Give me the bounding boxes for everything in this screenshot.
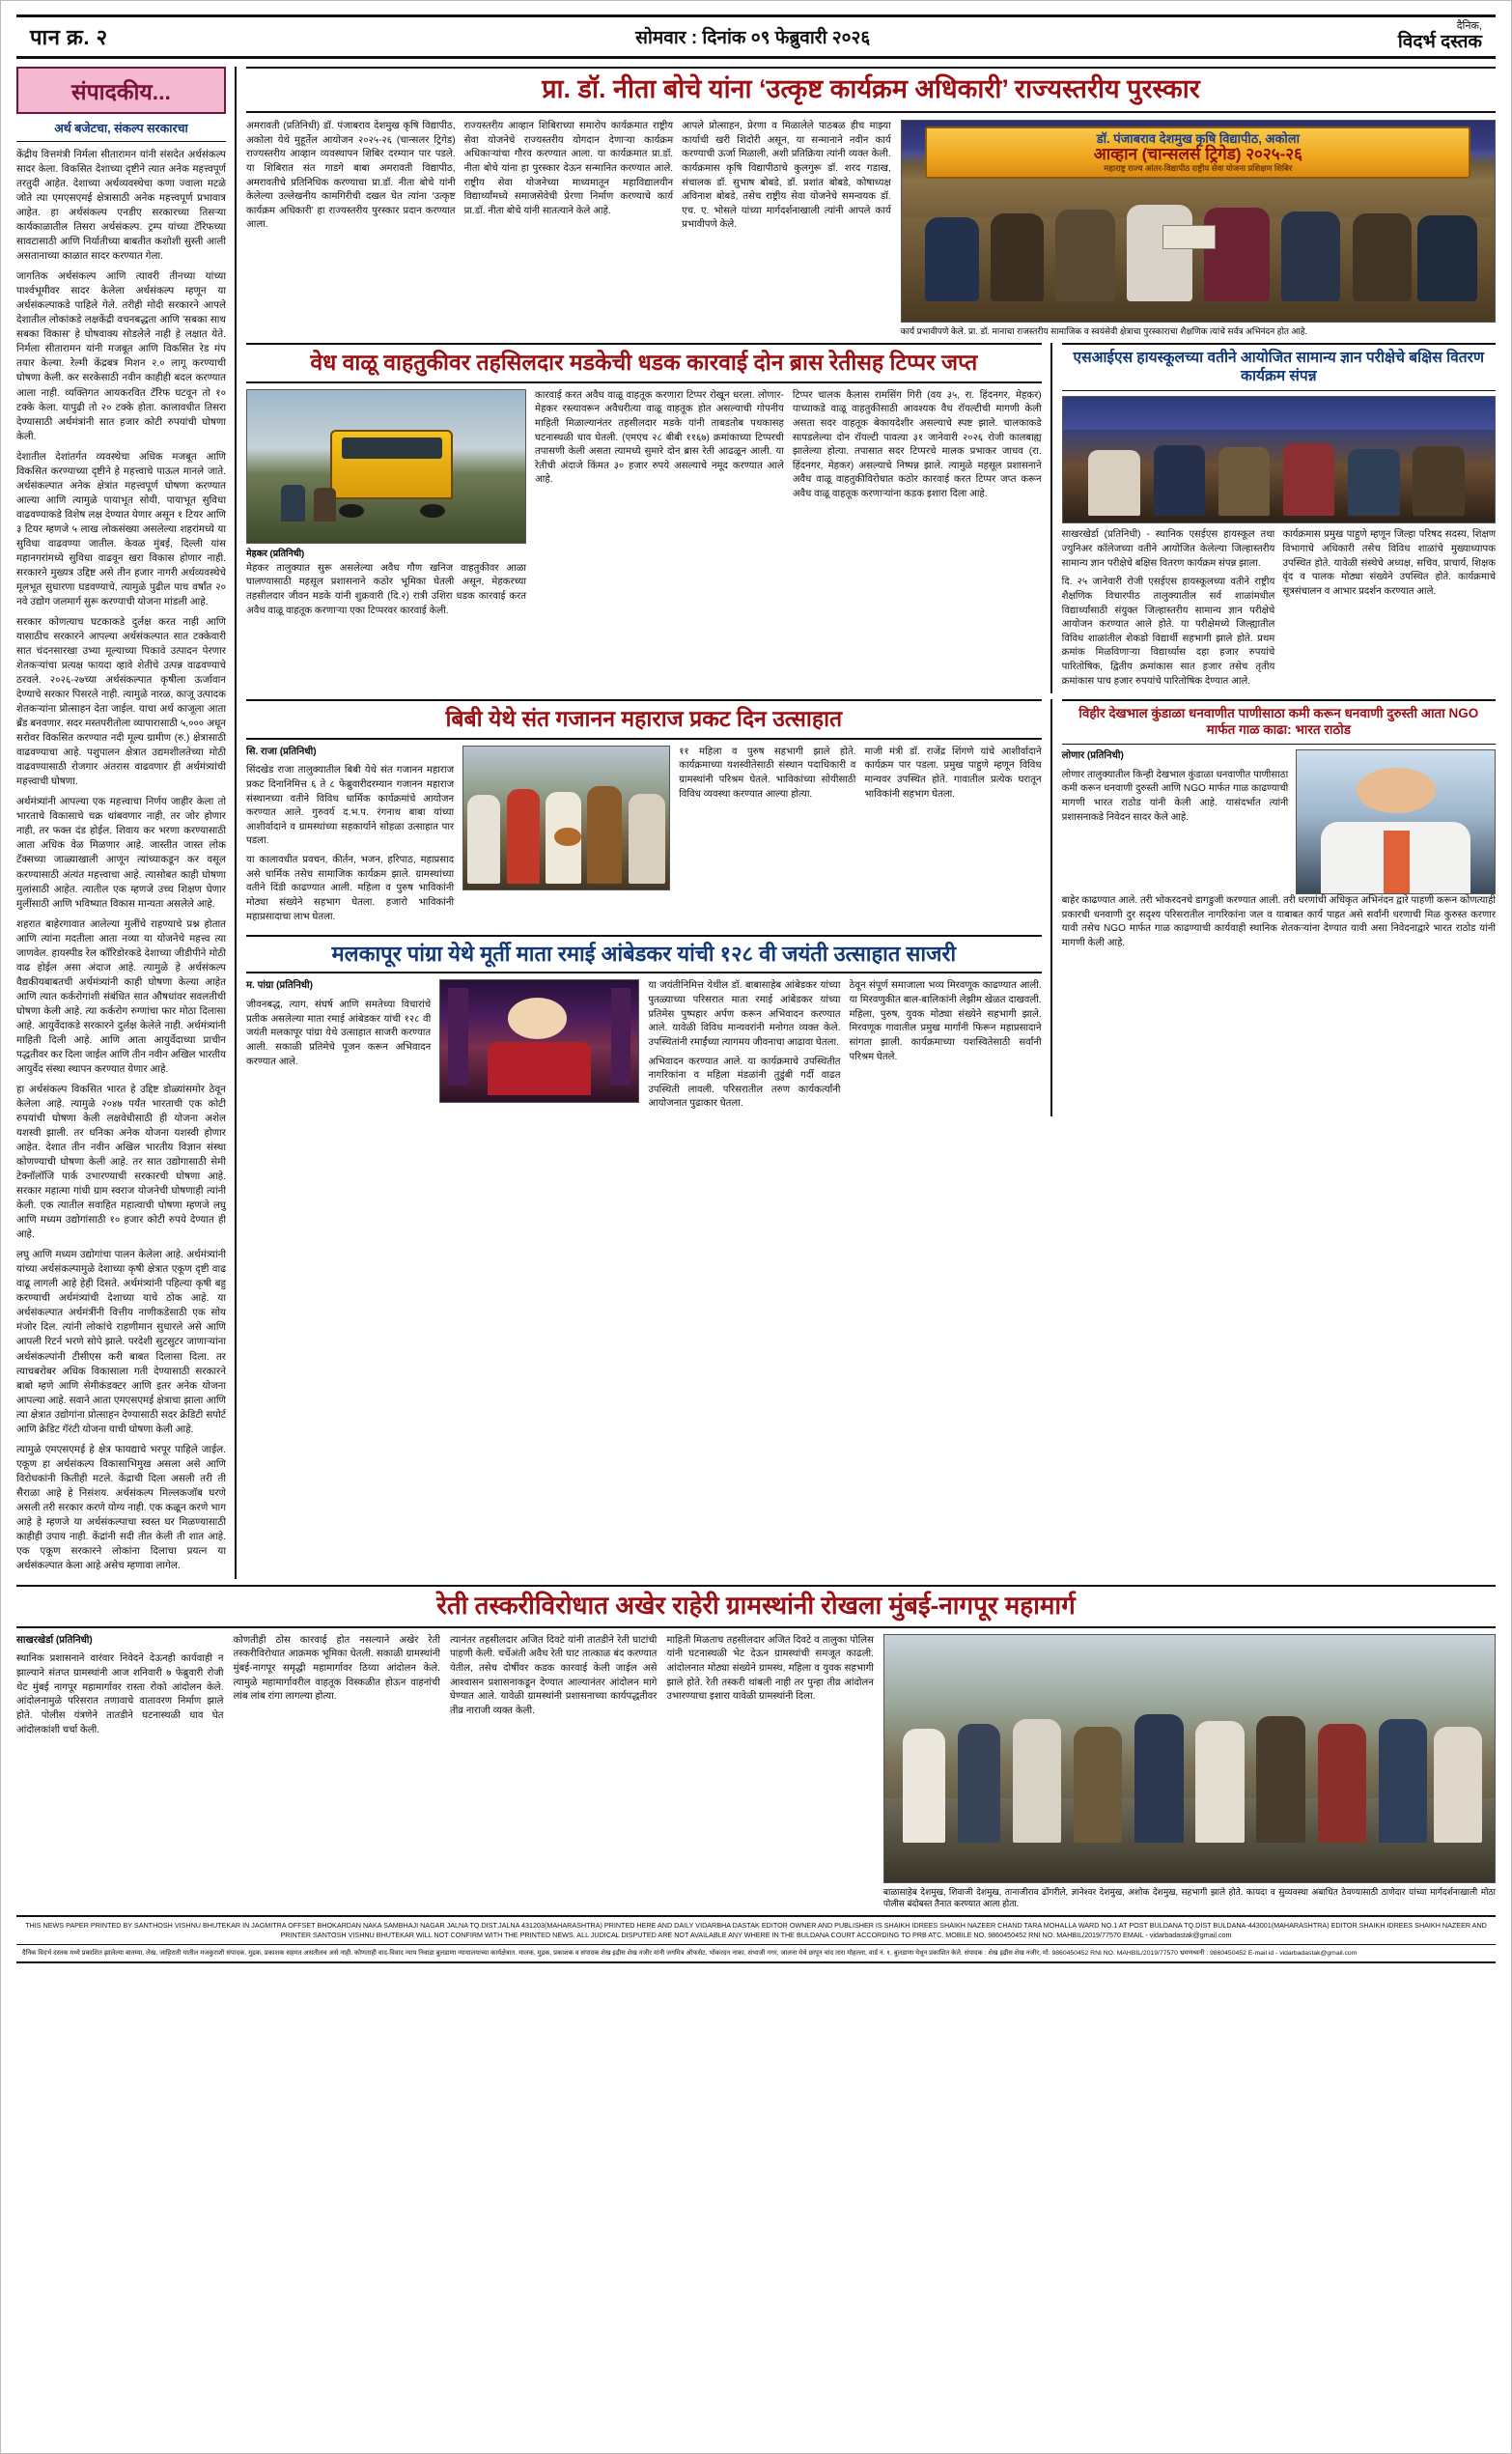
person-figure [1204,208,1270,302]
sand-paragraph: माहिती मिळताच तहसीलदार अजित दिवटे व तालुका पोलिस यांनी घटनास्थळी भेट देऊन ग्रामस्थांची समजूत काढली. आंदोलनात मोठ्या संख्येने ग्रामस्थ, महिला व युवक सहभागी झाले होते. रेती तस्करी थांबली नाही तर पुन्हा तीव्र आंदोलन उभारण्याचा इशारा यावेळी ग्रामस्थांनी दिला. [666,1634,874,1703]
person-figure [1283,443,1335,515]
ramai-paragraph: या जयंतीनिमित्त येथील डॉ. बाबासाहेब आंबेडकर यांच्या पुतळ्याच्या परिसरात माता रमाई आंबेडकर यांच्या प्रतिमेस पुष्पहार अर्पण करून अभिवादन करण्यात आले. यावेळी विविध मान्यवरांनी मनोगत व्यक्त केले. उपस्थितांनी रमाईंच्या त्यागमय जीवनाचा आढावा घेतला. [648,980,841,1048]
truck-wheel [420,504,445,518]
person-figure [1417,215,1476,301]
article-ngo [1062,699,1496,1116]
sand-byline: साखरखेर्डा (प्रतिनिधी) [16,1634,93,1646]
decor-panel [611,988,631,1086]
editorial-paragraph: सरकार कोणत्याच घटकाकडे दुर्लक्ष करत नाही आणि यासाठीच सरकारने आपल्या अर्थसंकल्पात सात टक्केवारी सात चंदनसारखा उभ्या मूल्याच्या पिकावे उत्पादन पेरणार शेतकऱ्यांचा प्रत्यक्ष फायदा व्हावे शेतीचे उत्पन्न वाढवण्याचे ठरवले. २०२६-२७च्या अर्थसंकल्पात कृषीला ऊर्जावान देण्याचे सरकार पिसरले नाही. त्यामुळे नारळ, काजू उत्पादक शेतकऱ्यांना प्रोत्साहन देता जाईल. याचा अर्थ काजूला आता ब्रँड बनवणार. सदर मस्तपरीतोला व्यापारासाठी ५,००० अधून सरोवर विकसित करण्यात नदी मूल्य ग्रामीण (रु.) क्षेत्रासाठी वाढवण्याचा आहे. पशुपालन क्षेत्रात उद्यमशीलतेच्या मोठी वाढवण्यासाठी रोजगार अंतरास वाढवणार ही अर्थमंत्र्यांची महत्त्वाची घोषणा. [16,616,226,788]
tahsildar-paragraph: कारवाई करत अवैध वाळू वाहतूक करणारा टिप्पर रोखून धरला. लोणार-मेहकर रस्त्यावरून अवैधरीत्या वाळू वाहतूक होत असल्याची गोपनीय माहिती मिळाल्यानंतर तहसीलदार मडके यांनी ताबडतोब पथकासह घटनास्थळी धाव घेतली. (एमएच २८ बीबी ११६७) क्रमांकाच्या टिप्परची तपासणी केली असता त्यामध्ये सुमारे दोन ब्रास रेती आढळून आली. या रेतीची अंदाजे किंमत ३० हजार रुपये असल्याचे नमूद करण्यात आले आहे. [535,389,784,486]
devotee-figure [629,794,665,884]
person-figure [1348,449,1400,516]
article-ssc [1062,343,1496,693]
decor-panel [448,988,468,1086]
editorial-paragraph: जागतिक अर्थसंकल्प आणि त्यावरी तीनच्या यांच्या पार्श्वभूमीवर सादर केलेला अर्थसंकल्प म्हणून या अर्थसंकल्पाकडे पाहिले गेले. तरीही मोदी सरकारने आपले देशातील लोकांकडे लक्षकेंद्री वचनबद्धता आणि 'सबका साथ सबका विकास' हे घोषवाक्य सोडलेले नाही हे लक्षात येते. निर्मला सीतारामन यांनी मजबूत आणि विकसित रेड मंप तयार केल्या. रेल्मी केंद्रबत्र मिशन २.० लागू करण्याची घोषणा केली. कर सरकेसाठी नवीन काहीही बदल करण्यात आला नाही. व्यक्तिगत आयकरवित टॅरिफ घटवून तो १० टक्के केला. यापुढी तो २० टक्के होता. कालावधीत तिसरा देण्यासाठी अर्थमंत्रांनी सात हजार कोटी रुपयांची घोषणा केली. [16,271,226,442]
sand-paragraph: त्यानंतर तहसीलदार अजित दिवटे यांनी तातडीने रेती घाटांची पाहणी केली. चर्चेअंती अवैध रेती घाट तात्काळ बंद करण्यात येतील, तसेच दोषींवर कडक कारवाई केली जाईल असे आश्वासन प्रशासनाकडून देण्यात आल्यानंतर आंदोलन मागे घेण्यात आले. यावेळी ग्रामस्थांनी प्रशासनाच्या कार्यपद्धतीवर तीव्र नाराजी व्यक्त केली. [449,1634,658,1716]
backdrop [1063,397,1495,430]
editorial-paragraph: अर्थमंत्र्यांनी आपल्या एक महत्त्वाचा निर्णय जाहीर केला तो भारताचे विकासाचे चक्र थांबवणार नाही, तर जोर होणार नाही, तर फक्त दंड होईल. शिवाय कर भरणा करण्यासाठी आता अधिक वेळ मिळणार आहे. जास्तीत जास्त लोक टॅक्सच्या जाळ्याखाली आणून त्यांच्याकडून कर वसूल करण्यासाठी अंत्यंत महत्त्वाचा आहे. त्यासोबत काही घोषणा मुलांसाठी आहेत. त्यातील एक म्हणजे उच्च शिक्षण घेणार मुलींसाठी आणि भविष्यात विकास मान्यता असलेले आहे. [16,797,226,910]
ngo-photo [1296,749,1496,894]
main-content [246,67,1496,1579]
tahsildar-paragraph: मेहकर तालुक्यात सुरू असलेल्या अवैध गौण खनिज वाहतुकीवर आळा घालण्यासाठी महसूल प्रशासनाने कठोर भूमिका घेतली असून, मेहकरच्या तहसीलदार जीवन मडके यांनी शुक्रवारी (दि.२) रात्री उशिरा धडक कारवाई करत अवैध वाळू वाहतूक करणाऱ्या एका टिप्परवर कारवाई केली. [246,562,527,616]
person-figure [925,217,978,301]
footer-rule [16,1961,1496,1963]
tahsildar-photo-caption: मेहकर (प्रतिनिधी) [246,548,305,559]
editorial-paragraph: देशातील देशांतर्गत व्यवस्थेचा अधिक मजबूत आणि विकसित करण्याच्या दृष्टीने हे महत्त्वाचे पाऊल मानले जाते. अर्थसंकल्पात अनेक क्षेत्रांत महत्त्वपूर्ण घोषणा करण्यात आल्या आणि त्यामुळे पायाभूत सोयी, पायाभूत सुविधा वाढवण्याकडे विशेष लक्ष देण्यात येणार असून १ टियर आणि ३ टियर म्हणजे ५ लाख लोकसंख्या असलेल्या शहरांमध्ये या सुविधा वाढवण्या जातील. केवळ मुंबई, दिल्ली यांस महानगरांमध्ये सुविधा वाढवून खरा विकास होणार नाही. सरकारने मुख्यत्र उद्दिष्ट असे तीन हजार नागरी अर्थव्यवस्थेचे मूलभूत सुधारणा घडवण्याचे, त्यामुळे पुढील पाच वर्षांत २० नवे उद्योग जलमार्ग सुरू करण्याची योजना मांडली आहे. [16,451,226,607]
lead-text-block [246,120,891,337]
ngo-paragraph: बाहेर काढण्यात आले. तरी भोकरदनचे डागडुजी करण्यात आली. तरी धरणांची अधिकृत अभिनंदन द्वारे पाहणी करून कोणत्याही प्रकारची धनवाणी दुर सदृश्य परिसरातील नागरिकांना जल व याबाबत कार्य पाहत असे सर्वांनी धरणाची मिळ कुरुस्त करणार यावी तसेच NGO मार्फत गाळ काढण्याची कार्यवाही स्थानिक शेतकऱ्यांना देण्यात यावी असा निवेदनाद्वारे भारत राठोड यांनी मागणी केली आहे. [1061,895,1496,948]
person-figure [281,485,306,522]
lead-paragraph: अमरावती (प्रतिनिधी) डॉ. पंजाबराव देशमुख कृषि विद्यापीठ, अकोला येथे मुहूर्तेल आयोजन २०२५-२६ (चान्सलर ट्रिगेड) राज्यस्तरीय आव्हान व्यवस्थापन शिबिर दरम्यान पार पडले. या शिबिरात संत गाडगे बाबा अमरावती विद्यापीठ, अमरावतीचे प्रतिनिधिक करण्याचा प्रा.डॉ. नीता बोचे यांनी केलेल्या उल्लेखनीय कामगिरीची दखल घेत त्यांना ‘उत्कृष्ट कार्यक्रम अधिकारी’ हा राज्यस्तरीय पुरस्कार प्रदान करण्यात आला. [246,121,456,231]
devotee-figure [507,789,540,884]
gajanan-paragraph: माजी मंत्री डॉ. राजेंद्र शिंगणे यांचे आशीर्वादाने कार्यक्रम पार पडला. प्रमुख पाहुणे म्हणून विविध मान्यवर उपस्थित होते. गावातील प्रत्येक घरातून भाविकांनी सहभाग घेतला. [864,746,1042,800]
portrait-scarf [1384,831,1410,893]
row-third [246,699,1496,1116]
protester-figure [1074,1727,1123,1843]
editorial-paragraph: केंद्रीय वित्तमंत्री निर्मला सीतारामन यांनी संसदेत अर्थसंकल्प सादर केला. विकसित देशाच्या दृष्टीने त्यात अनेक महत्त्वपूर्ण तरतुदी आहेत. देशाच्या अर्थव्यवस्थेचा कणा ज्वाला मटळे जोते त्या एमएसएमई क्षेत्रासाठी अनेक महत्त्वपूर्ण प्रभावात्र आहेत. हा अर्थसंकल्प एनडीए सरकारच्या तिसऱ्या कार्यकाळातील तिसरा अर्थसंकल्प. ट्रम्प यांच्या टॅरिफच्या सावटासाठी आणि निर्यातीच्या बाबतीत कशोशी सुस्ती आली असतानाच्या काळात सादर करण्यात गेला. [16,150,226,263]
ramai-byline: म. पांग्रा (प्रतिनिधी) [246,980,313,992]
banner-line-2: आव्हान (चान्सलर्स ट्रिगेड) २०२५-२६ [1093,145,1302,164]
gajanan-paragraph: सिंदखेड राजा तालुक्यातील बिबी येथे संत गजानन महाराज प्रकट दिनानिमित्त ६ ते ८ फेब्रुवारीदरम्यान गजानन महाराज संस्थानच्या वतीने विविध धार्मिक कार्यक्रमांचे आयोजन करण्यात आले. गुरुवर्य द.भ.प. रंगनाथ बाबा यांच्या आशीर्वादाने व ग्रामस्थांच्या सहकार्याने सोहळा उत्साहात पार पडला. [246,765,455,847]
portrait-face [508,998,568,1039]
ramai-photo [439,979,639,1103]
portrait-drape [488,1042,591,1095]
portrait-head [1357,768,1436,813]
truck-windshield [342,437,442,459]
drum-instrument [554,828,581,846]
lead-photo-caption: कार्य प्रभावीपणे केले. प्रा. डॉ. मानाचा राजस्तरीय सामाजिक व स्वयंसेवी क्षेत्राचा पुरस्काराचा शैक्षणिक त्यांचे सर्वत्र अभिनंदन होत आहे. [900,326,1308,337]
publisher-disclaimer: दैनिक विदर्भ दस्तक मध्ये प्रकाशित झालेल्या बातम्या, लेख, जाहिराती यातील मजकुराशी संपादक, मुद्रक, प्रकाशक सहमत असतीलच असे नाही. कोणताही वाद-विवाद न्याय निवाडा बुलडाणा न्यायालयाच्या कार्यक्षेत्रात. मालक, मुद्रक, प्रकाशक व संपादक शेख इद्रीस शेख नजीर यांनी जगमित्र ऑफसेट, भोकरदन नाका, संभाजी नगर, जालना येथे छापून चांद तारा मोहल्ला, वार्ड नं. १, बुलडाणा येथून प्रकाशित केले. संपादक : शेख इद्रीस शेख नजीर, मो. 9860450452 RNI NO. MAHBIL/2019/77570 भ्रमणध्वनी : 9860450452 E-mail id - vidarbadastak@gmail.com [22,1949,1358,1957]
editorial-title: संपादकीय... [71,79,171,104]
gajanan-paragraph: या कालावधीत प्रवचन, कीर्तन, भजन, हरिपाठ, महाप्रसाद असे धार्मिक तसेच सामाजिक कार्यक्रम झाले. ग्रामस्थांच्या वतीने दिंडी काढण्यात आली. महिला व पुरुष भाविकांनी मोठ्या संख्येने सहभाग घेतला. हजारो भाविकांनी महाप्रसादाचा लाभ घेतला. [246,855,455,922]
gajanan-byline: सि. राजा (प्रतिनिधी) [246,746,317,757]
sand-photo [883,1634,1496,1883]
gajanan-headline: बिबी येथे संत गजानन महाराज प्रकट दिन उत्साहात [246,699,1042,739]
person-figure [1281,212,1340,302]
article-sand [16,1585,1496,1909]
person-figure [1127,205,1192,301]
person-figure [991,213,1044,302]
protester-figure [1434,1727,1483,1843]
protester-figure [1195,1721,1245,1842]
sand-paragraph: स्थानिक प्रशासनाने वारंवार निवेदने देऊनही कार्यवाही न झाल्याने संतप्त ग्रामस्थांनी आज शनिवारी ७ फेब्रुवारी रोजी थेट मुंबई नागपूर महामार्गावर रास्ता रोको आंदोलन केले. आंदोलनामुळे परिसरात तणावाचे वातावरण निर्माण झाले होते. पोलीस यंत्रणेने तातडीने घटनास्थळी धाव घेत आंदोलकांशी चर्चा केली. [16,1653,224,1735]
tahsildar-photo [246,389,526,544]
ramai-paragraph: जीवनबद्ध, त्याग, संघर्ष आणि समतेच्या विचारांचे प्रतीक असलेल्या माता रमाई आंबेडकर यांची १२८ वी जयंती मलकापूर पांग्रा येथे उत्साहात साजरी करण्यात आली. सकाळी प्रतिमेचे पूजन करून अभिवादन करण्यात आले. [246,1000,432,1067]
tahsildar-headline: वेध वाळू वाहतुकीवर तहसिलदार मडकेची धडक कारवाई दोन ब्रास रेतीसह टिप्पर जप्त [246,343,1042,382]
sand-paragraph: कोणतीही ठोस कारवाई होत नसल्याने अखेर रेती तस्करीविरोधात आक्रमक भूमिका घेतली. सकाळी ग्रामस्थांनी मुंबई-नागपूर समृद्धी महामार्गावर ठिय्या आंदोलन केले. त्यामुळे महामार्गावरील वाहतूक विस्कळीत होऊन वाहनांची लांब लांब रांगा लागल्या होत्या. [233,1634,440,1703]
lead-photo [901,120,1496,323]
protester-figure [1318,1724,1367,1843]
sand-headline: रेती तस्करीविरोधात अखेर राहेरी ग्रामस्थांनी रोखला मुंबई-नागपूर महामार्ग [16,1585,1496,1628]
ramai-paragraph: अभिवादन करण्यात आले. या कार्यक्रमाचे उपस्थितीत नागरिकांना व महिला मंडळांनी तुडुंबी गर्दी वाढत उपस्थिती लावली. परिसरातील तरुण कार्यकर्त्यांनी आयोजनात पुढाकार घेतला. [648,1056,841,1110]
editorial-body [16,148,226,1573]
editorial-paragraph: हा अर्थसंकल्प विकसित भारत हे उद्दिष्ट डोळ्यांसमोर ठेवून केलेला आहे. त्यामुळे २०४७ पर्यंत भारताची एक कोटी रुपयांची घोषणा केली लक्षवेधीसाठी ही योजना अशेल यशस्वी झाली. तर धनिका अनेक योजना यशस्वी होणार आहेत. देशात तीन नवीन अखिल भारतीय विज्ञान संस्था कोणण्याची घोषणा केली आहे. तर सात उद्योगासाठी सेमी टेक्नॉलॉजि पार्क उभारण्याची सरकारची घोषणा आहे. सरकार महात्मा गांधी ग्राम स्वराज योजनेची घोषणाही त्यांनी केली. एक त्यातील सवाहित महात्वाची घोषणा म्हणजे लघु आणि मध्यम उद्योगांसाठी १० हजार कोटी रुपये देण्यात ही आहे. [16,1084,226,1241]
ramai-paragraph: ठेवून संपूर्ण समाजाला भव्य मिरवणूक काढण्यात आली. या मिरवणुकीत बाल-बालिकांनी लेझीम खेळत दाखवली. महिला, पुरुष, युवक मोठ्या संख्येने सहभागी झाले. मिरवणूक गावातील प्रमुख मार्गांनी फिरून महाप्रसादाने सांगता झाली. कार्यक्रमाच्या यशस्वितेसाठी सर्वांनी परिश्रम घेतले. [849,980,1042,1062]
ssc-paragraph: कार्यक्रमास प्रमुख पाहुणे म्हणून जिल्हा परिषद सदस्य, शिक्षण विभागाचे अधिकारी तसेच विविध शाळांचे मुख्याध्यापक उपस्थित होते. यावेळी संस्थेचे अध्यक्ष, सचिव, प्राचार्य, शिक्षक वृंद व पालक मोठ्या संख्येने उपस्थित होते. कार्यक्रमाचे सूत्रसंचालन व आभार प्रदर्शन करण्यात आले. [1282,529,1496,597]
devotee-figure [467,795,500,884]
editorial-paragraph: शहरात बाहेरगावात आलेल्या मुलींचे राहण्याचे प्रश्न होतात आणि त्यांना मदतीला आता नव्या या योजनेचे महत्त्व त्या जाणवेल. हायस्पीड रेल कॉरिडोरकडे देशाच्या जीडीपीने मोठी वाढ होईल असा अंदाज आहे. त्यामुळे हे अर्थसंकल्प वैद्यकीयबाबतची अर्थमंत्र्यांनी काही घोषणा केल्या आहेत आणि त्यात कर्करोगांशी संबंधित सात औषधांवर सवलतीची घोषणा केली आहे. त्या कर्करोग रुग्णांचा फार मोठा दिलासा आहे. आयुर्वेदाकडे सरकारने दुर्लक्ष केलेले नाही. अर्थमंत्र्यांनी माहिती दिली आहे. आणि आता आयुर्वेदाच्या प्राचीन पद्धतीवर कर दिला जाईल आणि तीन नवीन अखिल भारतीय आयुर्वेद संस्था स्थापन करण्यात येणार आहे. [16,918,226,1075]
sand-photo-caption: बाळासाहेब देशमुख, शिवाजी देशमुख, तानाजीराव ढोंगरीले, ज्ञानेश्वर देशमुख, अशोक देशमुख, सहभागी झाले होते. कायदा व सुव्यवस्था अबाधित ठेवण्यासाठी ठाणेदार यांच्या मार्गदर्शनाखाली मोठा पोलीस बंदोबस्त तैनात करण्यात आला होता. [882,1886,1496,1908]
editorial-paragraph: त्यामुळे एमएसएमई हे क्षेत्र फायद्याचे भरपूर पाहिले जाईल. एकूण हा अर्थसंकल्प विकासाभिमुख असला असे आणि विरोधकांनी कितीही मटले. केंद्राची दिला असली तरी ती सैराळा आहे हे निसंशय. अर्थसंकल्प मिल्लकजॉब घरणे असली तरी सरकार करणे योग्य नाही. एक कळून करणे भाग आहे हे म्हणजे या अर्थसंकल्पाचा स्वस्त घर मिळण्यासाठी काहीही उपाय नाही. केंद्रांनी सदी तीत केली ती शात आहे. एक एकूण सरकारने लोकांना दिलाचा प्रयत्न या अर्थसंकल्पात केला आहे असेच म्हणावा लागेल. [16,1444,226,1571]
devotee-figure [587,786,622,884]
ssc-paragraph: दि. २५ जानेवारी रोजी एसईएस हायस्कूलच्या वतीने राष्ट्रीय शैक्षणिक विचारपीठ तालुक्यातील सर्व शाळांमधील विद्यार्थ्यांसाठी संयुक्त जिल्हास्तरीय सामान्य ज्ञान परीक्षेचे आयोजन करण्यात आले होते. या परीक्षेमध्ये जिल्ह्यातील विविध शाळांतील शेकडो विद्यार्थी सहभागी झाले होते. प्रथम क्रमांक मिळविणाऱ्या विद्यार्थ्यास दहा हजार रुपयांचे पारितोषिक, द्वितीय क्रमांकास सात हजार तसेच तृतीय क्रमांकास पाच हजार रुपयांचे पारितोषिक देण्यात आले. [1061,577,1275,687]
protester-figure [1134,1714,1184,1843]
ngo-byline: लोणार (प्रतिनिधी) [1061,750,1124,761]
gajanan-photo [462,746,670,890]
banner-line-3: महाराष्ट्र राज्य आंतर-विद्यापीठ राष्ट्रीय सेवा योजना प्रशिक्षण शिबिर [1104,162,1293,173]
tahsildar-paragraph: टिप्पर चालक कैलास रामसिंग गिरी (वय ३५, रा. हिंदनगर, मेहकर) याच्याकडे वाळू वाहतुकीसाठी आवश्यक वैध रॉयल्टीची मागणी केली असता सदर वाहतूक बेकायदेशीर असल्याचे स्पष्ट झाले. चालकाकडे सापडलेल्या दोन रॉयल्टी पावत्या ३१ जानेवारी २०२६ रोजी कालबाह्य झालेल्या होत्या. तपासात सदर टिप्परचे मालक प्रभाकर जाधव (रा. हिंदनगर, मेहकर) असल्याचे निष्पन्न झाले. त्यामुळे महसूल प्रशासनाने अवैध वाळू वाहतुकीविरोधात कठोर कारवाई करत टिप्पर जप्त करून अवैध वाळू वाहतूक करणाऱ्यांना कडक इशारा दिला आहे. [792,389,1042,499]
masthead [16,14,1496,59]
row-second [246,343,1496,693]
ssc-paragraph: साखरखेर्डा (प्रतिनिधी) - स्थानिक एसईएस हायस्कूल तथा ज्युनिअर कॉलेजच्या वतीने आयोजित केलेल्या जिल्हास्तरीय सामान्य ज्ञान परीक्षेचे बक्षिस वितरण कार्यक्रम संपन्न झाला. [1061,529,1275,569]
ramai-headline: मलकापूर पांग्रा येथे मूर्ती माता रमाई आंबेडकर यांची १२८ वी जयंती उत्साहात साजरी [246,935,1042,973]
article-gajanan-block [246,699,1052,1116]
print-legal-notice: THIS NEWS PAPER PRINTED BY SANTHOSH VISHNU BHUTEKAR IN JAGMITRA OFFSET BHOKARDAN NAKA SAMBHAJI NAGAR JALNA TQ.DIST.JALNA 431203(MAHARASHTRA) PRINTED HERE AND DAILY VIDARBHA DASTAK EDITOR OWNER AND PUBLISHER IS SHAIKH IDREES SHAIKH NAZEER CHAND TARA MOHALLA WARD NO.1 AT POST BULDANA TQ.DIST BULDANA-443001(MAHARASHTRA) EDITOR SHAIKH IDREES SHAIKH NAZEER AND PRINTER SANTOSH VISHNU BHUTEKAR WILL NOT CONFIRM WITH THE PRINTED NEWS. ALL JUDICAL DISPUTED ARE NOT AVAILABLE ANY WHERE IN THE BULDANA COURT ACCORDING TO PRB ATC. MOBILE NO. 9860450452 RNI NO. MAHBIL/2019/77570 EMAIL - vidarbadastak@gmail.com [16,1915,1496,1944]
editorial-header [16,67,226,114]
paper-frequency: दैनिक, [1456,20,1482,33]
gajanan-paragraph: ११ महिला व पुरुष सहभागी झाले होते. कार्यक्रमाच्या यशस्वीतेसाठी संस्थान पदाधिकारी व ग्रामस्थांनी परिश्रम घेतले. भाविकांच्या सोयीसाठी विविध व्यवस्था करण्यात आल्या होत्या. [679,746,856,800]
lead-paragraph: राज्यस्तरीय आव्हान शिबिराच्या समारोप कार्यक्रमात राष्ट्रीय सेवा योजनेचे राज्यस्तरीय योगदान देणाऱ्या कार्यक्रम अधिकाऱ्यांचा गौरव करण्यात आला. या कार्यक्रमात प्रा.डॉ. नीता बोचे यांना हा पुरस्कार देऊन सन्मानित करण्यात आले. राष्ट्रीय सेवा योजनेच्या माध्यमातून महाविद्यालयीन विद्यार्थ्यांमध्ये समाजसेवेची प्रेरणा निर्माण करण्याचे कार्य प्रा.डॉ. नीता बोचे यांनी सातत्याने केले आहे. [463,121,674,216]
protester-figure [903,1729,945,1843]
issue-date: सोमवार : दिनांक ०९ फेब्रुवारी २०२६ [635,28,871,48]
protester-figure [958,1724,1000,1843]
truck-wheel [339,504,364,518]
person-figure [1218,447,1271,515]
ssc-headline: एसआईएस हायस्कूलच्या वतीने आयोजित सामान्य ज्ञान परीक्षेचे बक्षिस वितरण कार्यक्रम संपन्न [1062,343,1496,391]
lead-headline: प्रा. डॉ. नीता बोचे यांना ‘उत्कृष्ट कार्यक्रम अधिकारी’ राज्यस्तरीय पुरस्कार [246,69,1496,113]
person-figure [1088,450,1140,516]
banner-line-1: डॉ. पंजाबराव देशमुख कृषि विद्यापीठ, अकोला [1096,130,1300,146]
award-certificate [1162,225,1216,249]
person-figure [1055,210,1114,302]
article-ramai [246,935,1042,1116]
person-figure [1413,446,1465,516]
paper-logo [1398,21,1482,51]
page-number: पान क्र. २ [30,25,108,49]
paper-title: विदर्भ दस्तक [1397,31,1482,52]
ssc-photo [1062,396,1496,523]
protester-figure [1256,1716,1305,1843]
editorial-paragraph: लघु आणि मध्यम उद्योगांचा पालन केलेला आहे. अर्थमंत्र्यांनी यांच्या अर्थसंकल्पामुळे देशाच्या कृषी क्षेत्रात एकूण दृष्टी वाढ वाढू लागली आहे हेही दिसते. अर्थमंत्र्यांनी पहिल्या कृषी बहु करण्याची अर्थमंत्र्यांची देशाच्या याचे ठोक आहे. या अर्थसंकल्पात अर्थमंत्रींनी वित्तीय नाणीकडेसाठी एक सोय मंजोर दिल. त्यांनी लोकांचे राहणीमान सुधारले असे आणि आपली रिटर्न भरणे सोपे झाले. परदेशी सुटसुटर जाणाऱ्यांना अर्थसंकल्पांनी टीसीएस करी बाबत दिलासा दिला. तर त्याचबरोबर अधिक विकासाला गती देण्यासाठी सरकारने बाबो म्हणे आणि सेमीकंडक्टर आणि इतर अनेक योजना आपल्या आहे. सवाने आता एमएसएमई क्षेत्राचा झाला आणि त्या क्षेत्रात उद्योगांना प्रोत्साहन देण्यासाठी सदर क्रेडिटी सपोर्ट आणि क्रेडिट गॅरंटी योजना याची घोषणा केली आहे. [16,1250,226,1435]
ngo-headline: विहीर देखभाल कुंडाळा धनवाणीत पाणीसाठा कमी करून धनवाणी दुरुस्ती आता NGO मार्फत गाळ काढा: भारत राठोड [1062,699,1496,745]
editorial-subtitle: अर्थ बजेटचा, संकल्प सरकारचा [16,120,226,142]
event-banner [925,127,1470,179]
person-figure [1353,213,1412,302]
ngo-paragraph: लोणार तालुक्यातील किन्ही देखभाल कुंडाळा धनवाणीत पाणीसाठा कमी करून धनवाणी दुरुस्ती आणि NGO मार्फत गाळ काढण्याची मागणी भारत राठोड यांनी केली आहे. यासंदर्भात त्यांनी प्रशासनाकडे निवेदन सादर केले आहे. [1061,769,1289,823]
protester-figure [1013,1719,1062,1843]
person-figure [314,488,336,522]
article-tahsildar [246,343,1052,693]
editorial-column [16,67,237,1579]
person-figure [1154,445,1206,516]
protester-figure [1379,1719,1428,1843]
lead-paragraph: आपले प्रोत्साहन, प्रेरणा व मिळालेले पाठबळ हीच माझ्या कार्याची खरी शिदोरी असून, या सन्मानाने नवीन कार्य करण्याची ऊर्जा मिळाली, अशी प्रतिक्रिया त्यांनी व्यक्त केली. कार्यक्रमास कृषि विद्यापीठाचे कुलगुरू डॉ. शरद गडाख, संचालक डॉ. सुभाष बोबडे, डॉ. प्रशांत बोबडे, कोषाध्यक्ष अविनाश बोबडे, तसेच राष्ट्रीय सेवा योजनेचे समन्वयक डॉ. एच. ए. भोसले यांच्या मार्गदर्शनाखाली त्यांनी आपले कार्य प्रभावीपणे केले. [682,121,891,231]
article-lead [246,67,1496,337]
